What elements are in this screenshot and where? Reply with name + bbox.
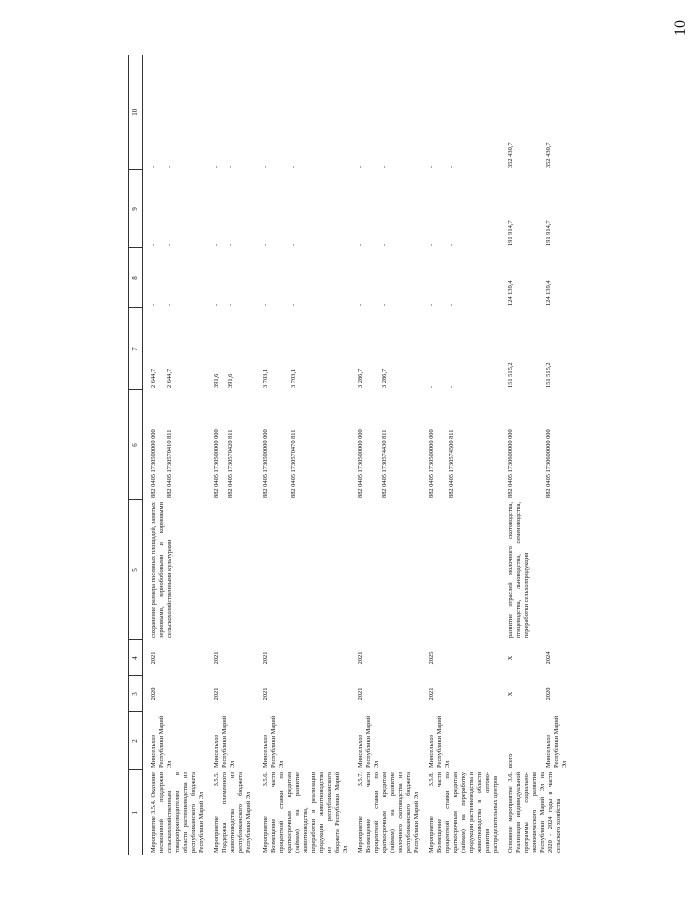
value-cell: - bbox=[213, 243, 220, 246]
value-cell: - bbox=[290, 243, 297, 246]
table-row bbox=[206, 55, 221, 855]
kbk-cell: 882 0405 1730600000 000 bbox=[545, 429, 552, 498]
value-cell: 391,6 bbox=[213, 373, 220, 388]
value-cell: - bbox=[381, 165, 388, 168]
col-header-5: 5 bbox=[129, 500, 143, 640]
value-cell: 3 703,1 bbox=[262, 368, 269, 388]
value-cell: - bbox=[448, 165, 455, 168]
value-cell: - bbox=[357, 303, 364, 306]
end-year-cell: X bbox=[507, 655, 514, 661]
measure-cell: Мероприятие 3.5.5. Поддержка племенного животноводства из республиканского бюджета Республики Марий Эл bbox=[213, 772, 252, 853]
result-cell bbox=[421, 500, 500, 640]
executor-cell: Минсельхоз Республики Марий Эл bbox=[150, 715, 173, 768]
col-header-8: 8 bbox=[129, 248, 143, 308]
value-cell: - bbox=[227, 165, 234, 168]
col-header-6: 6 bbox=[129, 390, 143, 500]
end-year-cell: 2021 bbox=[150, 651, 157, 665]
value-cell: 191 914,7 bbox=[545, 220, 552, 246]
kbk-cell: 882 0405 1730600000 000 bbox=[507, 429, 514, 498]
executor-cell: Минсельхоз Республики Марий Эл bbox=[213, 715, 236, 768]
start-year-cell: 2020 bbox=[150, 687, 157, 701]
table-row bbox=[350, 55, 381, 855]
kbk-cell: 882 0405 1730570420 811 bbox=[227, 429, 234, 498]
result-cell: сохранение размера посевных площадей, занятых зерновыми, зернобобовыми и кормовыми сельскохозяйственными культурами bbox=[150, 502, 173, 638]
value-cell: - bbox=[381, 243, 388, 246]
col-header-10: 10 bbox=[129, 55, 143, 170]
end-year-cell: 2025 bbox=[428, 651, 435, 665]
executor-cell: Минсельхоз Республики Марий Эл bbox=[428, 715, 451, 768]
value-cell: - bbox=[428, 165, 435, 168]
value-cell: - bbox=[227, 303, 234, 306]
value-cell: - bbox=[428, 243, 435, 246]
col-header-9: 9 bbox=[129, 170, 143, 248]
value-cell: - bbox=[428, 385, 435, 388]
kbk-cell: 882 0405 1730570410 811 bbox=[166, 429, 173, 498]
value-cell: 151 515,2 bbox=[545, 362, 552, 388]
table-row bbox=[545, 55, 569, 855]
value-cell: 352 430,7 bbox=[507, 142, 514, 168]
start-year-cell: 2021 bbox=[262, 687, 269, 701]
col-header-2: 2 bbox=[129, 712, 143, 770]
value-cell: - bbox=[448, 385, 455, 388]
measure-cell: Мероприятие 3.5.8. Возмещение части процентной ставки по краткосрочным кредитам (займам) на переработку продукции растениеводства и животноводства в области развития оптово-распределительных центров bbox=[428, 772, 499, 853]
result-cell bbox=[350, 500, 421, 640]
start-year-cell: 2020 bbox=[545, 687, 552, 701]
executor-cell: Минсельхоз Республики Марий Эл bbox=[262, 715, 285, 768]
value-cell: 191 914,7 bbox=[507, 220, 514, 246]
value-cell: - bbox=[166, 303, 173, 306]
value-cell: - bbox=[448, 303, 455, 306]
value-cell: 124 139,4 bbox=[507, 280, 514, 306]
result-cell bbox=[255, 500, 350, 640]
end-year-cell: 2024 bbox=[545, 651, 552, 665]
col-header-4: 4 bbox=[129, 640, 143, 676]
value-cell: - bbox=[166, 243, 173, 246]
kbk-cell: 882 0405 1730570470 811 bbox=[290, 429, 297, 498]
value-cell: - bbox=[381, 303, 388, 306]
kbk-cell: 882 0405 1730500000 000 bbox=[357, 429, 364, 498]
value-cell: - bbox=[262, 165, 269, 168]
kbk-cell: 882 0405 1730500000 000 bbox=[213, 429, 220, 498]
executor-cell: всего bbox=[507, 753, 514, 768]
value-cell: - bbox=[262, 243, 269, 246]
col-header-1: 1 bbox=[129, 770, 143, 855]
value-cell: 2 644,7 bbox=[150, 368, 157, 388]
result-cell bbox=[206, 500, 255, 640]
start-year-cell: X bbox=[507, 691, 514, 697]
value-cell: 352 430,7 bbox=[545, 142, 552, 168]
value-cell: - bbox=[150, 165, 157, 168]
end-year-cell: 2021 bbox=[213, 651, 220, 665]
table-row bbox=[143, 55, 167, 855]
measure-cell: Мероприятие 3.5.6. Возмещение части процентной ставки по краткосрочным кредитам (займам) на развитие животноводства, переработки и реализации продукции животноводства из республиканского бюджета Республики Марий Эл bbox=[262, 772, 349, 853]
value-cell: - bbox=[150, 243, 157, 246]
result-cell: развитие отраслей молочного скотоводства, птицеводства, льноводства, семеноводства, переработки сельхозпродукции bbox=[507, 502, 530, 638]
rotated-page-content bbox=[128, 55, 628, 855]
value-cell: - bbox=[448, 243, 455, 246]
value-cell: - bbox=[357, 243, 364, 246]
value-cell: - bbox=[357, 165, 364, 168]
value-cell: - bbox=[262, 303, 269, 306]
value-cell: - bbox=[213, 165, 220, 168]
end-year-cell: 2021 bbox=[262, 651, 269, 665]
kbk-cell: 882 0405 1730574430 811 bbox=[381, 429, 388, 498]
value-cell: 124 139,4 bbox=[545, 280, 552, 306]
budget-table bbox=[128, 55, 569, 855]
value-cell: - bbox=[227, 243, 234, 246]
value-cell: 3 703,1 bbox=[290, 368, 297, 388]
value-cell: - bbox=[213, 303, 220, 306]
end-year-cell: 2021 bbox=[357, 651, 364, 665]
value-cell: - bbox=[166, 165, 173, 168]
value-cell: 3 286,7 bbox=[357, 368, 364, 388]
executor-cell: Минсельхоз Республики Марий Эл bbox=[357, 715, 380, 768]
measure-cell: Мероприятие 3.5.7. Возмещение части процентной ставки по краткосрочным кредитам (займам) на развитие молочного скотоводства из республиканского бюджета Республики Марий Эл bbox=[357, 772, 420, 853]
measure-cell: Мероприятие 3.5.4. Оказание несвязанной поддержки сельскохозяйственным товаропроизводителям в области растениеводства из республиканского бюджета Республики Марий Эл bbox=[150, 772, 205, 853]
col-header-3: 3 bbox=[129, 676, 143, 712]
value-cell: 2 644,7 bbox=[166, 368, 173, 388]
executor-cell: Минсельхоз Республики Марий Эл bbox=[545, 715, 568, 768]
start-year-cell: 2021 bbox=[213, 687, 220, 701]
value-cell: - bbox=[290, 303, 297, 306]
page-number: 10 bbox=[672, 20, 689, 36]
value-cell: - bbox=[428, 303, 435, 306]
column-number-row bbox=[129, 55, 143, 855]
kbk-cell: 882 0405 1730500000 000 bbox=[262, 429, 269, 498]
value-cell: - bbox=[150, 303, 157, 306]
measure-cell: Основное мероприятие 3.6. Реализация индивидуальной программы социально-экономического развития Республики Марий Эл на 2020 - 2024 годы в части сельского хозяйства bbox=[507, 772, 562, 853]
value-cell: 391,6 bbox=[227, 373, 234, 388]
kbk-cell: 882 0405 1730574500 811 bbox=[448, 429, 455, 498]
kbk-cell: 882 0405 1730500000 000 bbox=[428, 429, 435, 498]
start-year-cell: 2021 bbox=[428, 687, 435, 701]
table-row bbox=[500, 55, 545, 855]
value-cell: 3 286,7 bbox=[381, 368, 388, 388]
value-cell: - bbox=[290, 165, 297, 168]
col-header-7: 7 bbox=[129, 308, 143, 390]
start-year-cell: 2021 bbox=[357, 687, 364, 701]
value-cell: 151 515,2 bbox=[507, 362, 514, 388]
table-row bbox=[255, 55, 290, 855]
table-row bbox=[421, 55, 448, 855]
kbk-cell: 882 0405 1730500000 000 bbox=[150, 429, 157, 498]
